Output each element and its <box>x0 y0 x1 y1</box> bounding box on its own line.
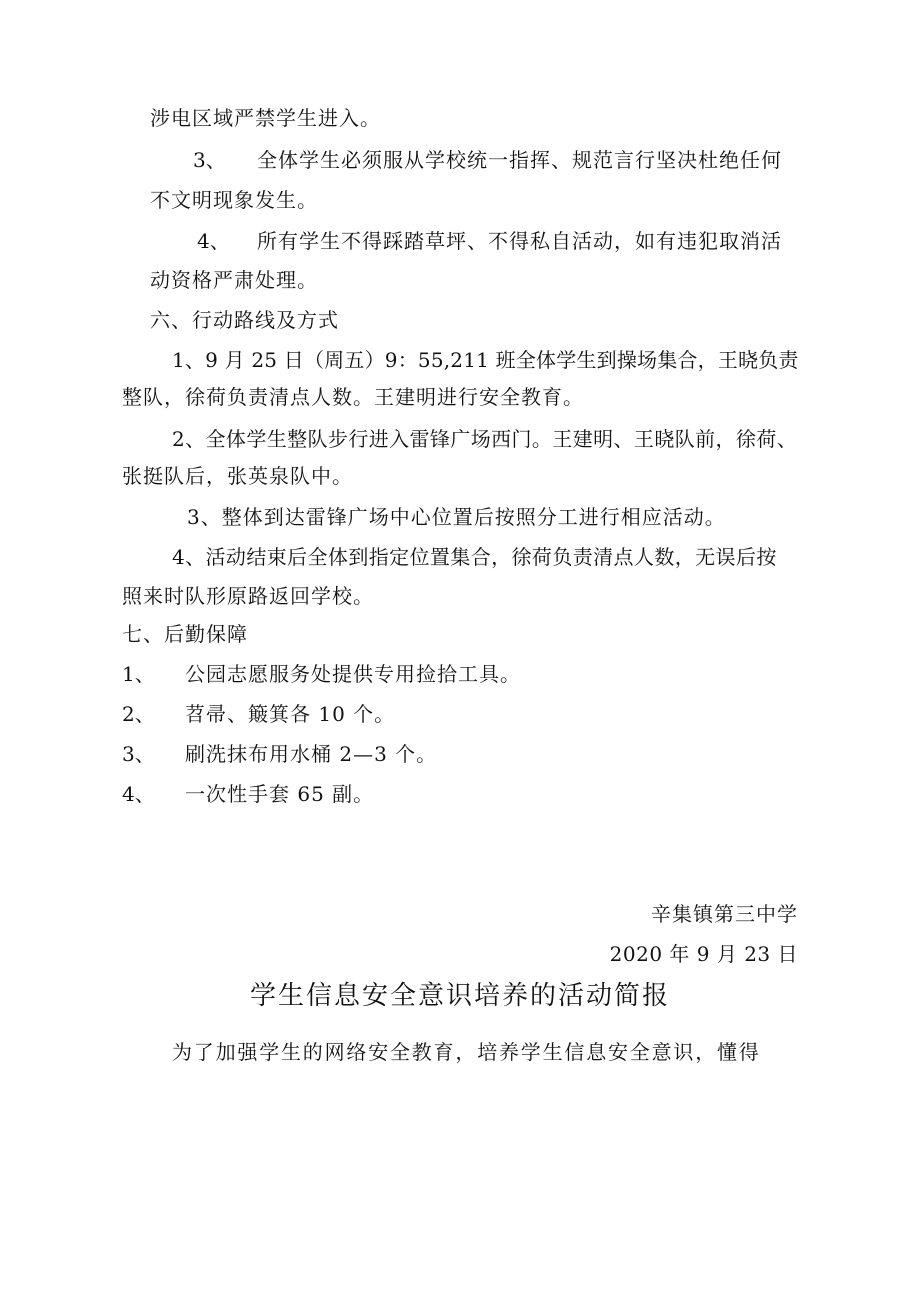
paragraph-line: 动资格严肃处理。 <box>150 268 318 292</box>
list-item-line: 整队，徐荷负责清点人数。王建明进行安全教育。 <box>122 385 584 409</box>
list-item-text: 苕帚、簸箕各 10 个。 <box>185 702 396 726</box>
list-item-line: 张挺队后，张英泉队中。 <box>122 464 353 488</box>
list-item-line: 3、整体到达雷锋广场中心位置后按照分工进行相应活动。 <box>187 505 726 529</box>
section-heading: 六、行动路线及方式 <box>150 308 339 332</box>
item-number: 3、 <box>193 148 226 172</box>
paragraph-line: 所有学生不得踩踏草坪、不得私自活动，如有违犯取消活 <box>257 229 782 253</box>
paragraph-line: 不文明现象发生。 <box>150 188 318 212</box>
list-item-text: 一次性手套 65 副。 <box>185 782 375 806</box>
list-item-line: 2、全体学生整队步行进入雷锋广场西门。王建明、王晓队前，徐荷、 <box>172 427 798 451</box>
list-item-line: 1、9 月 25 日（周五）9：55,211 班全体学生到操场集合，王晓负责 <box>172 348 799 372</box>
item-number: 1、 <box>122 662 155 686</box>
section-heading: 七、后勤保障 <box>122 622 248 646</box>
signature-date: 2020 年 9 月 23 日 <box>609 942 798 966</box>
item-number: 4、 <box>122 782 155 806</box>
paragraph-line: 全体学生必须服从学校统一指挥、规范言行坚决杜绝任何 <box>257 148 782 172</box>
item-number: 2、 <box>122 702 155 726</box>
paragraph-line: 为了加强学生的网络安全教育，培养学生信息安全意识，懂得 <box>172 1040 761 1064</box>
list-item-text: 公园志愿服务处提供专用捡拾工具。 <box>185 662 521 686</box>
list-item-text: 刷洗抹布用水桶 2—3 个。 <box>185 742 438 766</box>
item-number: 3、 <box>122 742 155 766</box>
list-item-line: 照来时队形原路返回学校。 <box>122 584 374 608</box>
article-title: 学生信息安全意识培养的活动简报 <box>249 981 670 1011</box>
list-item-line: 4、活动结束后全体到指定位置集合，徐荷负责清点人数，无误后按 <box>172 545 777 569</box>
paragraph-line: 涉电区域严禁学生进入。 <box>150 106 381 130</box>
signature-org: 辛集镇第三中学 <box>651 902 798 926</box>
item-number: 4、 <box>197 229 230 253</box>
